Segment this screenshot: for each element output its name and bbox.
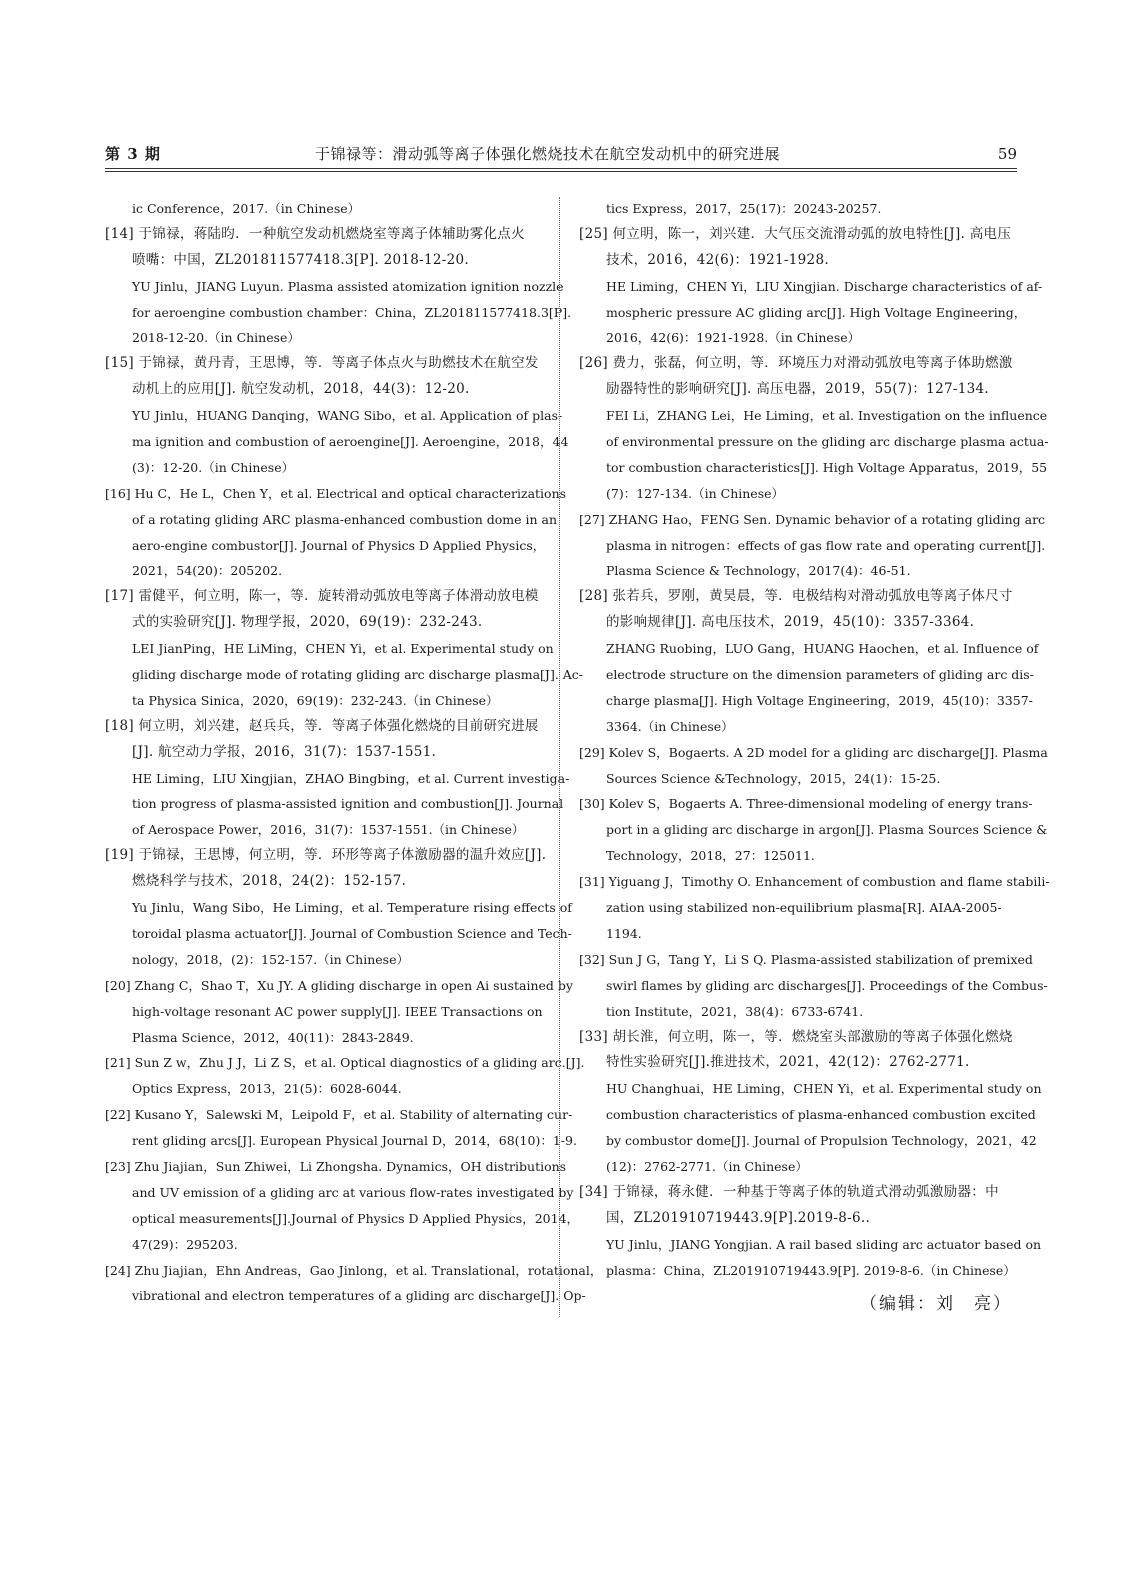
reference-line: 喷嘴：中国，ZL201811577418.3[P]. 2018-12-20. xyxy=(132,251,470,268)
reference-line: [18] 何立明，刘兴建，赵兵兵，等．等离子体强化燃烧的目前研究进展 xyxy=(105,717,539,734)
reference-line: LEI JianPing，HE LiMing，CHEN Yi，et al. Experimental study on xyxy=(132,641,554,657)
references-left-column xyxy=(105,196,603,1309)
page-number: 59 xyxy=(997,145,1017,163)
reference-line: vibrational and electron temperatures of a gliding arc discharge[J]. Op- xyxy=(132,1288,586,1304)
reference-line: ic Conference，2017.（in Chinese） xyxy=(132,201,361,216)
reference-line: [15] 于锦禄，黄丹青，王思博，等．等离子体点火与助燃技术在航空发 xyxy=(105,355,539,372)
reference-line: high-voltage resonant AC power supply[J]. IEEE Transactions on xyxy=(132,1003,543,1019)
reference-line: HU Changhuai，HE Liming，CHEN Yi，et al. Experimental study on xyxy=(606,1081,1042,1097)
reference-line: YU Jinlu，HUANG Danqing，WANG Sibo，et al. Application of plas- xyxy=(132,408,563,424)
reference-line: ZHANG Ruobing，LUO Gang，HUANG Haochen，et al. Influence of xyxy=(606,641,1039,657)
reference-line: 国，ZL201910719443.9[P].2019-8-6.. xyxy=(606,1209,871,1226)
reference-line: [14] 于锦禄，蒋陆昀．一种航空发动机燃烧室等离子体辅助雾化点火 xyxy=(105,225,525,242)
reference-line: [28] 张若兵，罗刚，黄昊晨，等．电极结构对滑动弧放电等离子体尺寸 xyxy=(579,588,1013,605)
column-divider xyxy=(559,197,560,1317)
reference-line: (7)：127-134.（in Chinese） xyxy=(606,485,785,501)
reference-line: swirl flames by gliding arc discharges[J]. Proceedings of the Combus- xyxy=(606,977,1048,993)
reference-line: tics Express，2017，25(17)：20243-20257. xyxy=(606,201,882,216)
reference-line: port in a gliding arc discharge in argon[J]. Plasma Sources Science & xyxy=(606,822,1048,838)
reference-line: [19] 于锦禄，王思博，何立明，等．环形等离子体激励器的温升效应[J]. xyxy=(105,847,547,864)
reference-line: Plasma Science & Technology，2017(4)：46-51. xyxy=(606,563,911,579)
reference-line: [22] Kusano Y，Salewski M，Leipold F，et al. Stability of alternating cur- xyxy=(105,1107,573,1123)
issue-number: 第 3 期 xyxy=(105,145,161,163)
reference-line: of a rotating gliding ARC plasma-enhanced combustion dome in an xyxy=(132,511,558,527)
reference-line: YU Jinlu，JIANG Yongjian. A rail based sliding arc actuator based on xyxy=(606,1236,1042,1252)
reference-line: [23] Zhu Jiajian，Sun Zhiwei，Li Zhongsha. Dynamics，OH distributions xyxy=(105,1158,567,1174)
reference-line: HE Liming，CHEN Yi，LIU Xingjian. Discharge characteristics of af- xyxy=(606,278,1043,294)
reference-line: [26] 费力，张磊，何立明，等．环境压力对滑动弧放电等离子体助燃激 xyxy=(579,355,1013,372)
reference-line: 特性实验研究[J].推进技术，2021，42(12)：2762-2771. xyxy=(606,1054,970,1071)
reference-line: mospheric pressure AC gliding arc[J]. High Voltage Engineering， xyxy=(606,304,1027,320)
reference-line: [30] Kolev S，Bogaerts A. Three-dimensional modeling of energy trans- xyxy=(579,796,1033,812)
reference-line: by combustor dome[J]. Journal of Propulsion Technology，2021，42 xyxy=(606,1133,1037,1149)
reference-line: [20] Zhang C，Shao T，Xu JY. A gliding discharge in open Ai sustained by xyxy=(105,977,573,993)
reference-line: 动机上的应用[J]. 航空发动机，2018，44(3)：12-20. xyxy=(132,381,470,398)
reference-line: toroidal plasma actuator[J]. Journal of Combustion Science and Tech- xyxy=(132,925,572,941)
reference-line: (12)：2762-2771.（in Chinese） xyxy=(606,1158,808,1174)
reference-line: 燃烧科学与技术，2018，24(2)：152-157. xyxy=(132,873,407,890)
header-rule-bottom xyxy=(105,171,1017,172)
reference-line: 2018-12-20.（in Chinese） xyxy=(132,330,300,346)
reference-line: tion progress of plasma-assisted ignition and combustion[J]. Journal xyxy=(132,796,564,812)
reference-line: 2021，54(20)：205202. xyxy=(132,563,283,579)
reference-line: Technology，2018，27：125011. xyxy=(606,848,815,864)
reference-line: 的影响规律[J]. 高电压技术，2019，45(10)：3357-3364. xyxy=(606,614,975,631)
reference-line: aero-engine combustor[J]. Journal of Physics D Applied Physics， xyxy=(132,537,546,553)
reference-line: gliding discharge mode of rotating gliding arc discharge plasma[J]. Ac- xyxy=(132,667,584,683)
reference-line: [16] Hu C，He L，Chen Y，et al. Electrical and optical characterizations xyxy=(105,485,567,501)
running-title: 于锦禄等：滑动弧等离子体强化燃烧技术在航空发动机中的研究进展 xyxy=(315,145,781,163)
reference-line: 式的实验研究[J]. 物理学报，2020，69(19)：232-243. xyxy=(132,614,483,631)
reference-line: Sources Science &Technology，2015，24(1)：15-25. xyxy=(606,770,941,786)
header-rule-top xyxy=(105,168,1017,169)
reference-line: Yu Jinlu，Wang Sibo，He Liming，et al. Temperature rising effects of xyxy=(132,900,572,916)
reference-line: 47(29)：295203. xyxy=(132,1236,238,1252)
reference-line: plasma：China，ZL201910719443.9[P]. 2019-8-6.（in Chinese） xyxy=(606,1262,1016,1278)
reference-line: Optics Express，2013，21(5)：6028-6044. xyxy=(132,1081,402,1097)
reference-line: 2016，42(6)：1921-1928.（in Chinese） xyxy=(606,330,861,346)
reference-line: of environmental pressure on the gliding arc discharge plasma actua- xyxy=(606,434,1049,450)
reference-line: 3364.（in Chinese） xyxy=(606,718,734,734)
reference-line: electrode structure on the dimension parameters of gliding arc dis- xyxy=(606,667,1034,683)
reference-line: and UV emission of a gliding arc at various flow-rates investigated by xyxy=(132,1184,574,1200)
reference-line: [27] ZHANG Hao，FENG Sen. Dynamic behavior of a rotating gliding arc xyxy=(579,511,1046,527)
reference-line: YU Jinlu，JIANG Luyun. Plasma assisted atomization ignition nozzle xyxy=(132,278,564,294)
reference-line: [29] Kolev S，Bogaerts. A 2D model for a gliding arc discharge[J]. Plasma xyxy=(579,744,1048,760)
reference-line: for aeroengine combustion chamber：China，ZL201811577418.3[P]. xyxy=(132,304,572,320)
reference-line: combustion characteristics of plasma-enhanced combustion excited xyxy=(606,1107,1036,1123)
reference-line: HE Liming，LIU Xingjian，ZHAO Bingbing，et al. Current investiga- xyxy=(132,770,570,786)
reference-line: [32] Sun J G，Tang Y，Li S Q. Plasma-assisted stabilization of premixed xyxy=(579,951,1033,967)
running-header xyxy=(105,144,1017,166)
reference-line: ma ignition and combustion of aeroengine[J]. Aeroengine，2018，44 xyxy=(132,434,569,450)
reference-line: Plasma Science，2012，40(11)：2843-2849. xyxy=(132,1029,414,1045)
reference-line: [25] 何立明，陈一，刘兴建．大气压交流滑动弧的放电特性[J]. 高电压 xyxy=(579,225,1012,242)
reference-line: tor combustion characteristics[J]. High Voltage Apparatus，2019，55 xyxy=(606,459,1048,475)
reference-line: 技术，2016，42(6)：1921-1928. xyxy=(606,251,829,268)
reference-line: (3)：12-20.（in Chinese） xyxy=(132,459,295,475)
editor-credit: （编辑：刘 亮） xyxy=(860,1294,1012,1314)
reference-line: of Aerospace Power，2016，31(7)：1537-1551.（in Chinese） xyxy=(132,822,525,838)
reference-line: [24] Zhu Jiajian，Ehn Andreas，Gao Jinlong，et al. Translational，rotational， xyxy=(105,1262,603,1278)
reference-line: [21] Sun Z w，Zhu J J，Li Z S，et al. Optical diagnostics of a gliding arc.[J]. xyxy=(105,1055,585,1071)
reference-line: [17] 雷健平，何立明，陈一，等．旋转滑动弧放电等离子体滑动放电模 xyxy=(105,588,539,605)
reference-line: 1194. xyxy=(606,925,642,941)
reference-line: tion Institute，2021，38(4)：6733-6741. xyxy=(606,1003,864,1019)
reference-line: 励器特性的影响研究[J]. 高压电器，2019，55(7)：127-134. xyxy=(606,381,989,398)
reference-line: optical measurements[J].Journal of Physics D Applied Physics，2014， xyxy=(132,1210,580,1226)
reference-line: FEI Li，ZHANG Lei，He Liming，et al. Investigation on the influence xyxy=(606,408,1048,424)
references-right-column xyxy=(579,196,1050,1283)
reference-line: nology，2018，(2)：152-157.（in Chinese） xyxy=(132,951,409,967)
reference-line: [33] 胡长淮，何立明，陈一，等．燃烧室头部激励的等离子体强化燃烧 xyxy=(579,1028,1013,1045)
reference-line: [34] 于锦禄，蒋永健．一种基于等离子体的轨道式滑动弧激励器：中 xyxy=(579,1183,999,1200)
reference-line: [31] Yiguang J，Timothy O. Enhancement of combustion and flame stabili- xyxy=(579,874,1050,890)
reference-line: plasma in nitrogen：effects of gas flow rate and operating current[J]. xyxy=(606,537,1046,553)
reference-line: [J]. 航空动力学报，2016，31(7)：1537-1551. xyxy=(132,743,437,760)
reference-line: ta Physica Sinica，2020，69(19)：232-243.（in Chinese） xyxy=(132,692,499,708)
reference-line: zation using stabilized non-equilibrium plasma[R]. AIAA-2005- xyxy=(606,900,1002,916)
reference-line: charge plasma[J]. High Voltage Engineering，2019，45(10)：3357- xyxy=(606,692,1033,708)
reference-line: rent gliding arcs[J]. European Physical Journal D，2014，68(10)：1-9. xyxy=(132,1133,577,1149)
